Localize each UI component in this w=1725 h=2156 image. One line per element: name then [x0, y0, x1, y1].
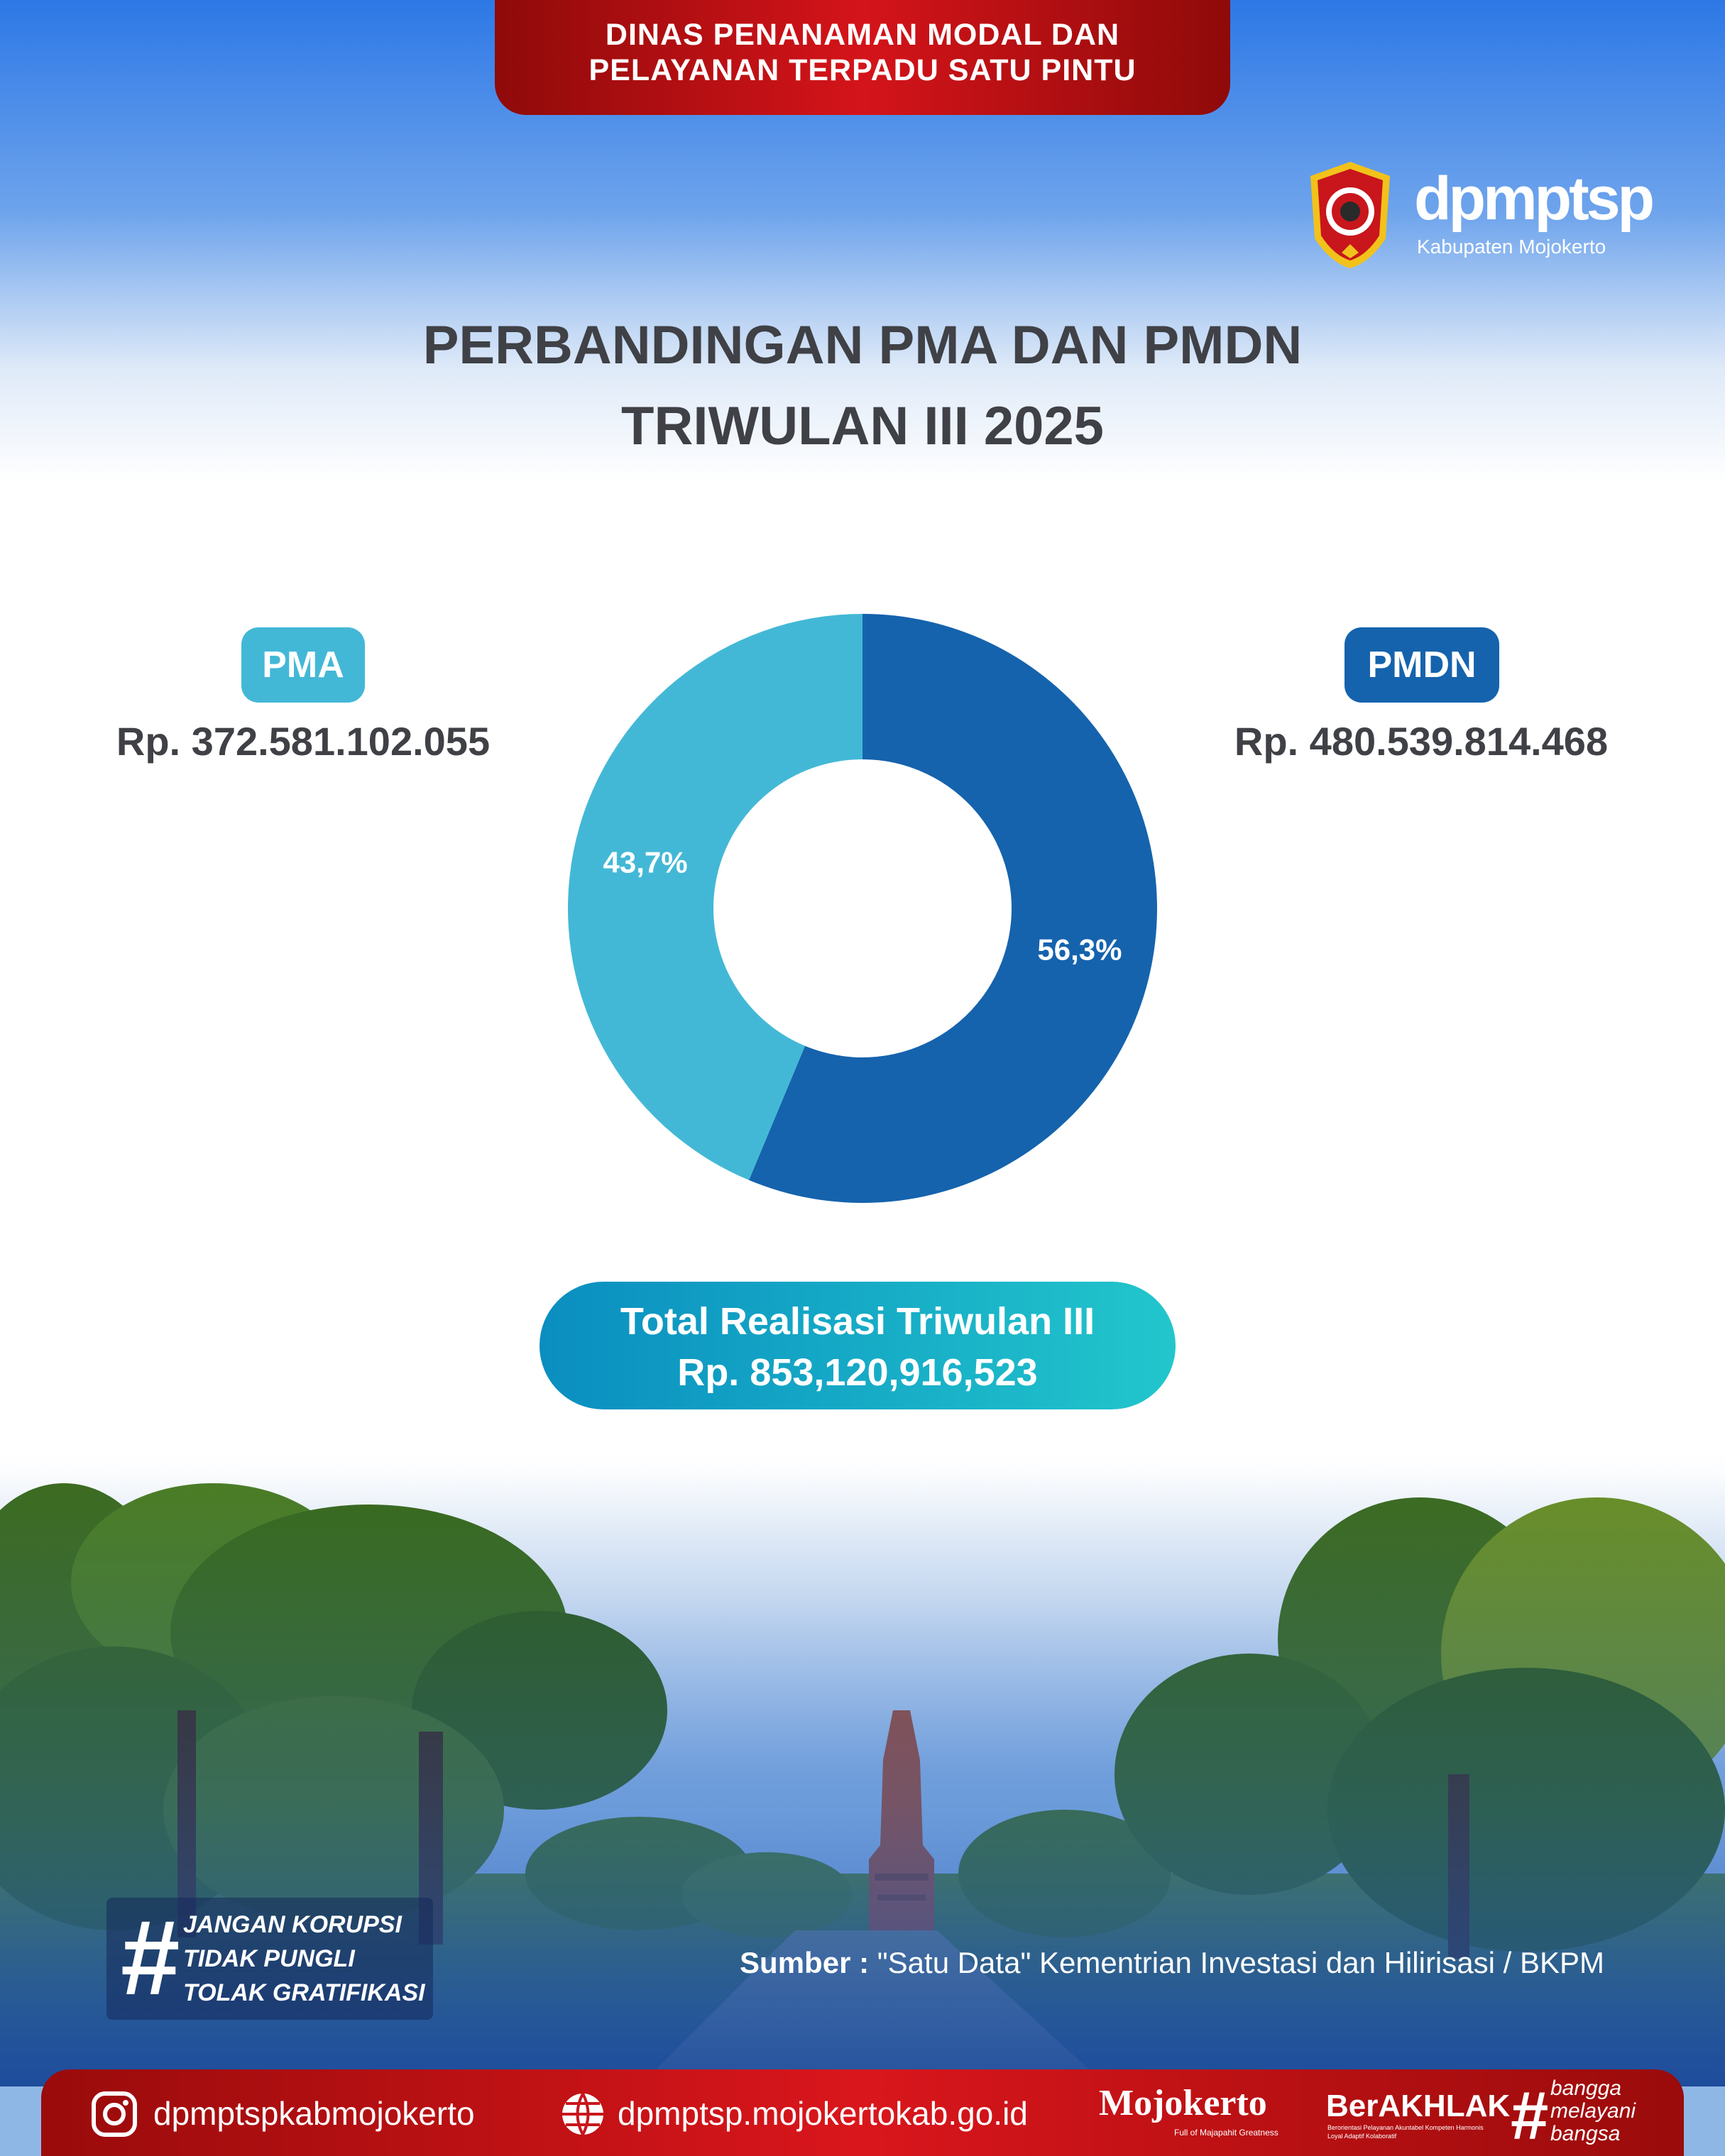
mojokerto-regency-emblem-icon — [1306, 159, 1394, 271]
instagram-handle[interactable]: dpmptspkabmojokerto — [153, 2095, 475, 2132]
header-banner — [495, 0, 1230, 115]
bangga-hashtag-icon: # — [1511, 2078, 1549, 2154]
bangga-line-1: bangga — [1550, 2077, 1622, 2100]
brand-subtitle: Kabupaten Mojokerto — [1417, 236, 1606, 258]
header-line-2: PELAYANAN TERPADU SATU PINTU — [588, 53, 1137, 87]
title-line-1: PERBANDINGAN PMA DAN PMDN — [422, 315, 1303, 375]
berakhlak-logo: BerAKHLAK — [1326, 2089, 1511, 2123]
anti-corruption-line-2: TIDAK PUNGLI — [183, 1945, 355, 1972]
pmdn-amount: Rp. 480.539.814.468 — [1234, 719, 1609, 764]
pma-amount: Rp. 372.581.102.055 — [116, 719, 491, 764]
total-value: Rp. 853,120,916,523 — [677, 1351, 1038, 1394]
logo-block — [1306, 159, 1653, 273]
bangga-line-2: melayani — [1550, 2099, 1636, 2123]
anti-corruption-line-1: JANGAN KORUPSI — [183, 1911, 402, 1938]
slice-label-pmdn: 56,3% — [1037, 933, 1122, 967]
bangga-line-3: bangsa — [1550, 2122, 1621, 2145]
source-label: Sumber : — [740, 1946, 870, 1979]
anti-corruption-line-3: TOLAK GRATIFIKASI — [183, 1979, 425, 2006]
footer-bar — [41, 2069, 1684, 2156]
title-line-2: TRIWULAN III 2025 — [621, 396, 1104, 456]
globe-icon[interactable] — [559, 2091, 606, 2138]
anti-corruption-badge — [106, 1898, 433, 2020]
slice-label-pma: 43,7% — [603, 845, 688, 879]
mojokerto-logo: Mojokerto — [1099, 2083, 1267, 2123]
header-line-1: DINAS PENANAMAN MODAL DAN — [605, 18, 1120, 52]
source-text: "Satu Data" Kementrian Investasi dan Hilirisasi / BKPM — [869, 1946, 1604, 1979]
pmdn-label-badge: PMDN — [1345, 627, 1499, 703]
total-realization-badge — [540, 1282, 1176, 1409]
pma-label-badge: PMA — [241, 627, 365, 703]
donut-chart — [561, 607, 1164, 1210]
mojokerto-tagline: Full of Majapahit Greatness — [1174, 2128, 1278, 2138]
page-title — [0, 305, 1725, 467]
source-note — [639, 1946, 1604, 1980]
total-label: Total Realisasi Triwulan III — [620, 1300, 1095, 1343]
website-link[interactable]: dpmptsp.mojokertokab.go.id — [618, 2095, 1028, 2132]
instagram-icon[interactable] — [91, 2091, 138, 2138]
berakhlak-subtitle: Berorientasi Pelayanan Akuntabel Kompeten Harmonis Loyal Adaptif Kolaboratif — [1327, 2124, 1484, 2140]
brand-name: dpmptsp — [1414, 165, 1653, 233]
hashtag-icon: # — [121, 1898, 180, 2017]
